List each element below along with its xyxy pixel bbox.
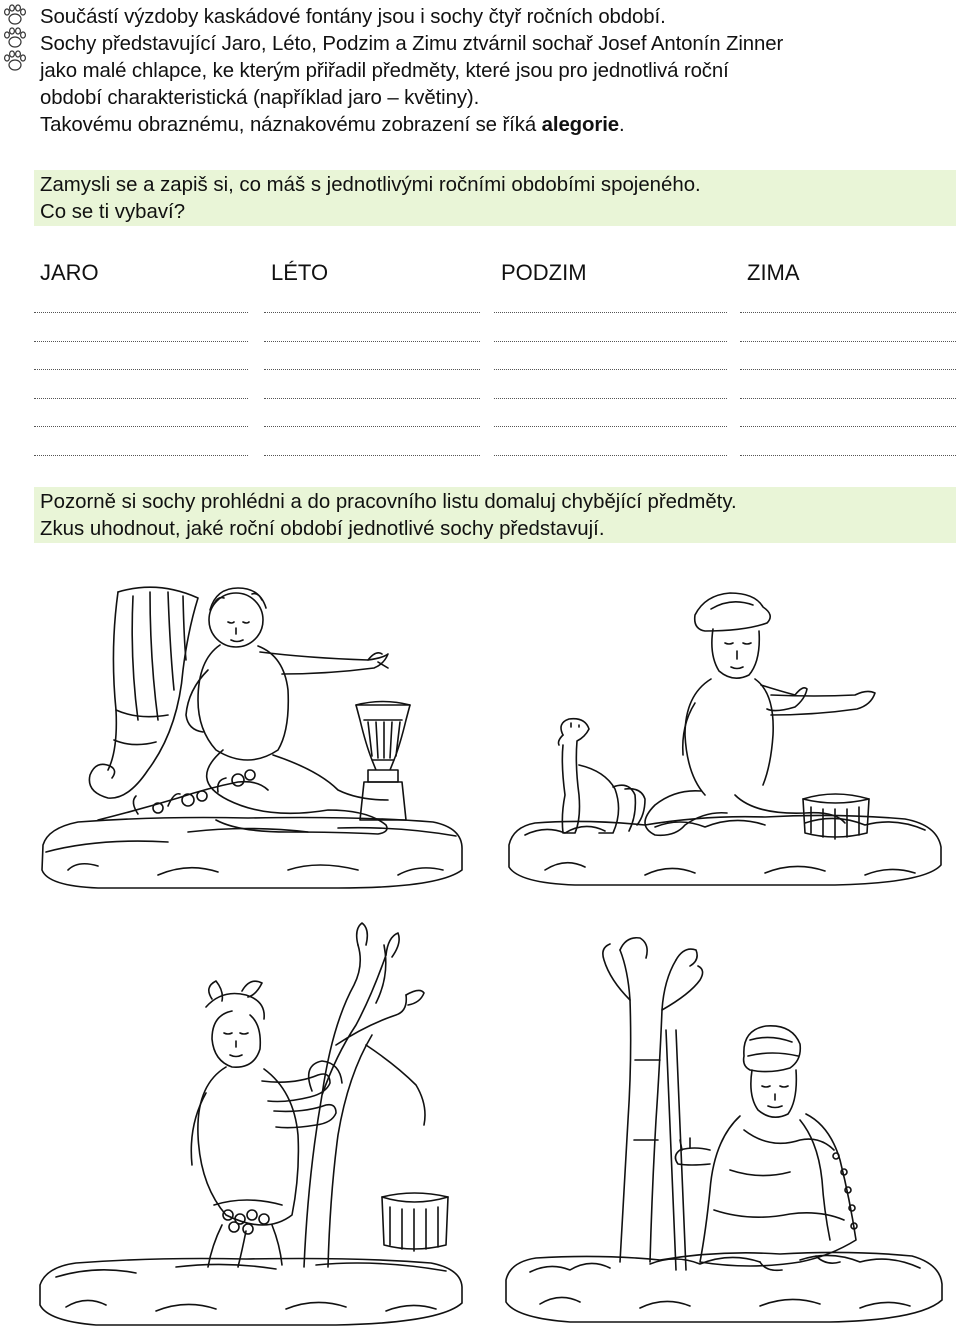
writing-line[interactable] [494,398,727,399]
task-2-line: Pozorně si sochy prohlédni a do pracovního listu domaluj chybějící předměty. [40,491,737,513]
statue-spring-illustration [38,570,468,892]
writing-line[interactable] [494,312,727,313]
writing-lines-summer[interactable] [264,312,480,484]
season-heading-summer: LÉTO [271,260,329,285]
writing-lines-autumn[interactable] [494,312,727,484]
intro-line: Součástí výzdoby kaskádové fontány jsou i sochy čtyř ročních období. [40,6,666,28]
allegory-term: alegorie [541,114,620,136]
writing-line[interactable] [34,426,248,427]
writing-line[interactable] [494,455,727,456]
intro-text-span: . [619,114,625,136]
writing-line[interactable] [740,312,956,313]
writing-line[interactable] [34,455,248,456]
writing-line[interactable] [34,341,248,342]
statue-winter-illustration [500,910,950,1325]
paw-print-icon [2,27,28,49]
paw-print-icon [2,4,28,26]
writing-line[interactable] [34,398,248,399]
statue-summer-illustration [505,575,947,890]
season-heading-winter: ZIMA [747,260,800,285]
intro-text [40,4,955,139]
writing-line[interactable] [264,455,480,456]
statue-autumn-illustration [36,915,466,1327]
bullet-column [2,4,32,73]
task-2-line: Zkus uhodnout, jaké roční období jednotlivé sochy představují. [40,518,605,540]
season-heading-autumn: PODZIM [501,260,587,285]
writing-line[interactable] [740,455,956,456]
intro-line: období charakteristická (například jaro – květiny). [40,87,480,109]
writing-line[interactable] [34,369,248,370]
writing-line[interactable] [494,369,727,370]
task-1-line: Zamysli se a zapiš si, co máš s jednotlivými ročními obdobími spojeného. [40,174,701,196]
writing-line[interactable] [740,341,956,342]
writing-line[interactable] [264,312,480,313]
paw-print-icon [2,50,28,72]
writing-line[interactable] [264,426,480,427]
writing-line[interactable] [740,369,956,370]
writing-line[interactable] [740,398,956,399]
writing-lines-spring[interactable] [34,312,248,484]
intro-line: jako malé chlapce, ke kterým přiřadil předměty, které jsou pro jednotlivá roční [40,60,729,82]
writing-lines-winter[interactable] [740,312,956,484]
intro-text-span: Takovému obraznému, náznakovému zobrazení se říká [40,114,542,136]
writing-line[interactable] [264,369,480,370]
intro-line: Sochy představující Jaro, Léto, Podzim a Zimu ztvárnil sochař Josef Antonín Zinner [40,33,784,55]
writing-line[interactable] [34,312,248,313]
writing-line[interactable] [264,398,480,399]
writing-line[interactable] [740,426,956,427]
writing-line[interactable] [264,341,480,342]
season-heading-spring: JARO [40,260,99,285]
task-1-box [34,170,956,226]
task-2-box [34,487,956,543]
task-1-line: Co se ti vybaví? [40,201,186,223]
writing-line[interactable] [494,341,727,342]
intro-line [40,112,955,139]
writing-line[interactable] [494,426,727,427]
